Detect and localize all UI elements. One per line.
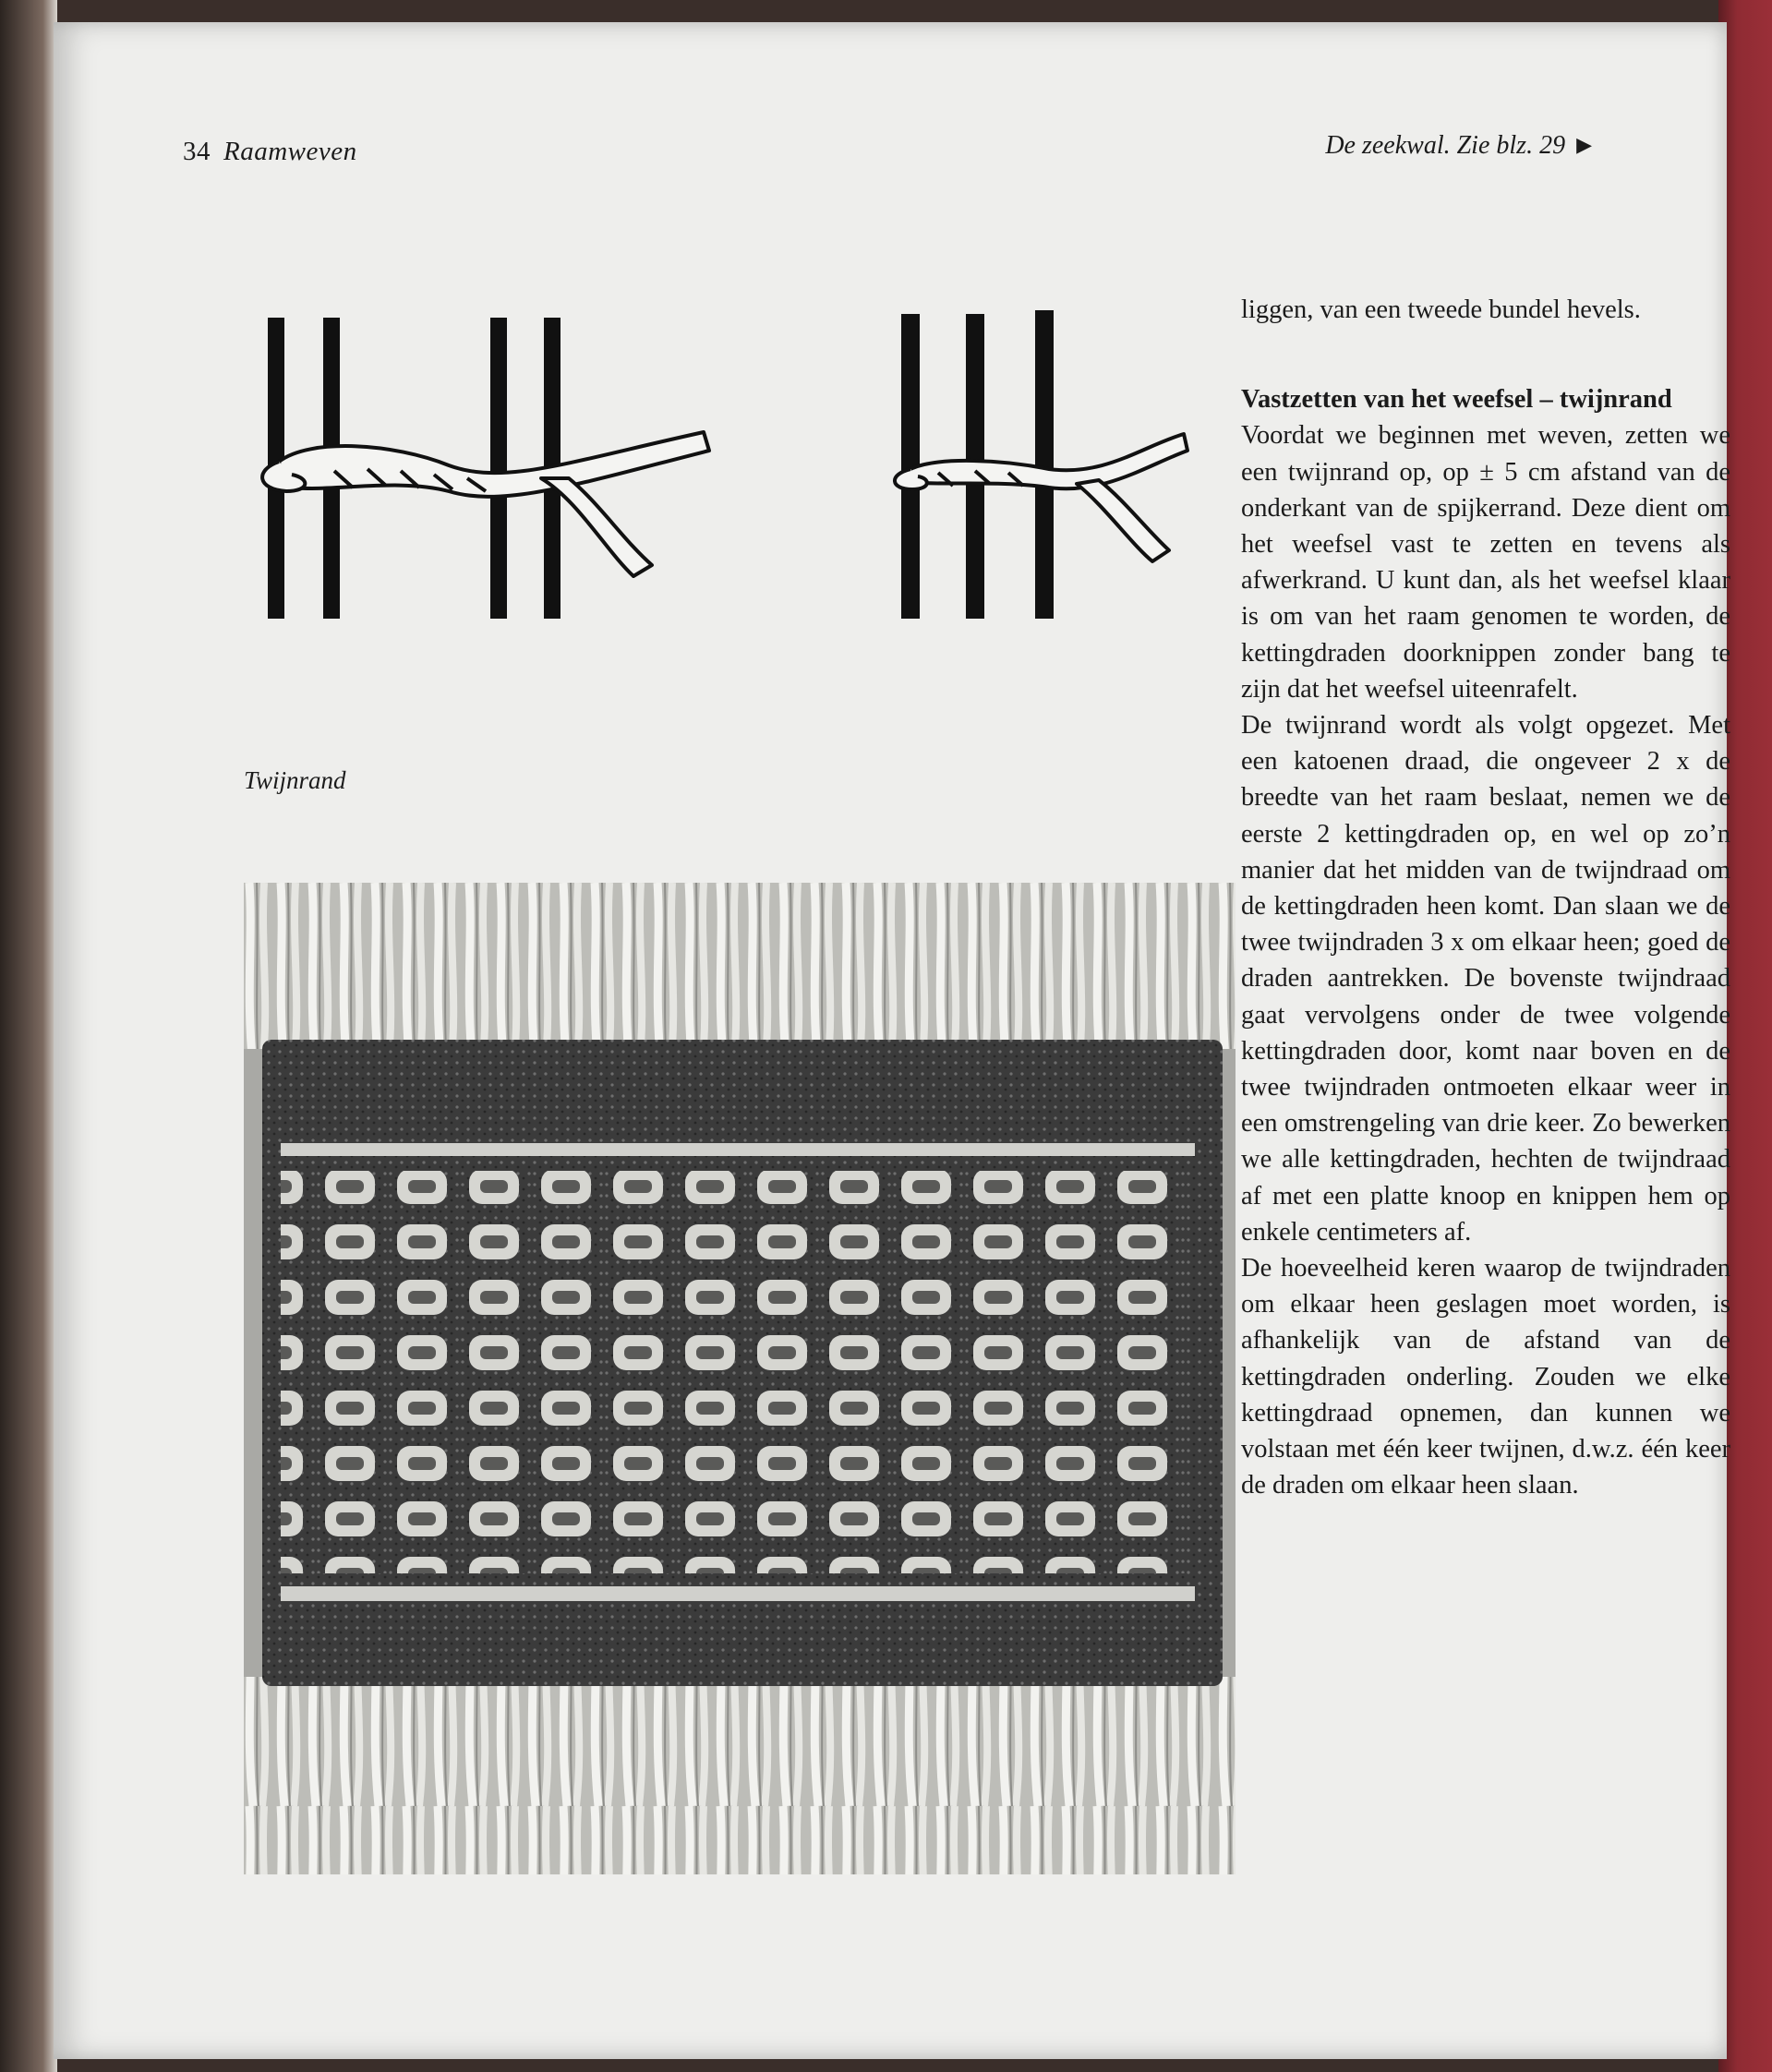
woven-sample-photo-svg bbox=[244, 883, 1236, 1874]
lead-paragraph: liggen, van een tweede bundel hevels. bbox=[1241, 295, 1641, 324]
body-paragraph-2: De twijnrand wordt als volgt opgezet. Met een katoenen draad, die ongeveer 2 x de breedte van het raam beslaat, nemen we de eerste 2 kettingdraden op, en wel op zo’n manier dat het midden van de twijndraad om de kettingdraden heen komt. Dan slaan we de twee twijndraden 3 x om elkaar heen; goed de draden aantrekken. De bovenste twijndraad gaat vervolgens onder de twee volgende kettingdraden door, komt naar boven en de twee twijndraden ontmoeten elkaar weer in een omstrengeling van drie keer. Zo bewerken we alle kettingdraden, hechten de twijndraad af met een platte knoop en knippen hem op enkele centimeters af. bbox=[1241, 711, 1730, 1247]
figure-caption: Twijnrand bbox=[244, 766, 346, 794]
article-text-column bbox=[1241, 292, 1730, 1504]
running-head-right bbox=[1325, 131, 1592, 161]
twining-diagram-svg bbox=[172, 281, 1243, 798]
body-paragraph-3: De hoeveelheid keren waarop de twijndraden om elkaar heen geslagen moet worden, is afhankelijk van de afstand van de kettingdraden onderling. Zouden we elke kettingdraad opnemen, dan kunnen we volstaan met één keer twijnen, d.w.z. één keer de draden om elkaar heen slaan. bbox=[1241, 1254, 1730, 1500]
book-spine-edge bbox=[0, 0, 57, 2072]
woven-sample-photo bbox=[244, 883, 1236, 1874]
twining-diagram bbox=[172, 281, 1243, 798]
chapter-title: Raamweven bbox=[223, 137, 357, 166]
cross-reference-note: De zeekwal. Zie blz. 29 bbox=[1325, 131, 1566, 160]
page-number: 34 bbox=[183, 137, 211, 166]
section-heading: Vastzetten van het weefsel – twijnrand bbox=[1241, 385, 1672, 415]
right-triangle-icon: ▶ bbox=[1576, 133, 1592, 156]
book-page bbox=[54, 22, 1730, 2059]
body-paragraph-1: Voordat we beginnen met weven, zetten we een twijnrand op, op ± 5 cm afstand van de onderkant van de spijkerrand. Deze dient om het weefsel vast te zetten en tevens als afwerkrand. U kunt dan, als het weefsel klaar is om van het raam genomen te worden, de kettingdraden doorknippen zonder bang te zijn dat het weefsel uiteenrafelt. bbox=[1241, 421, 1730, 704]
running-head-left bbox=[183, 137, 357, 167]
